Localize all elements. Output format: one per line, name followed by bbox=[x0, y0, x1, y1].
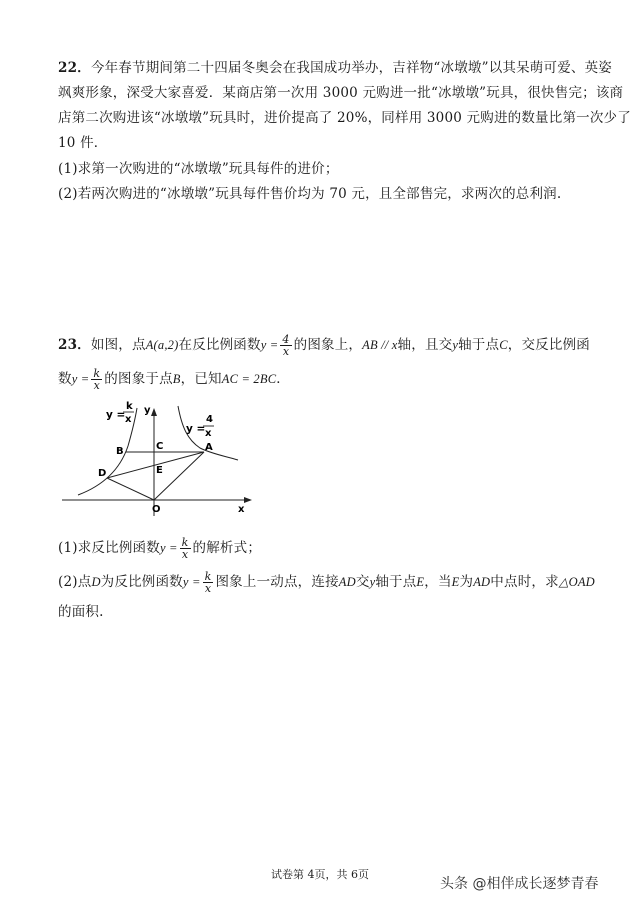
label-b: B bbox=[116, 446, 124, 457]
q22-line-2: 飒爽形象，深受大家喜爱．某商店第一次用 3000 元购进一批“冰墩墩”玩具，很快售完；该商 bbox=[58, 85, 624, 101]
label-c: C bbox=[156, 441, 164, 452]
segment-od bbox=[107, 478, 154, 500]
fraction-k-over-x-p2: $\frac{k}{x}$ bbox=[204, 570, 212, 595]
label-k: k bbox=[126, 401, 133, 412]
label-e: E bbox=[156, 465, 163, 476]
page-footer: 试卷第 4页，共 6页 bbox=[271, 868, 369, 881]
q22-part-2: (2)若两次购进的“冰墩墩”玩具每件售价均为 70 元，且全部售完，求两次的总利润. bbox=[58, 186, 562, 202]
label-x-axis: x bbox=[238, 504, 245, 515]
label-o: O bbox=[152, 504, 161, 515]
q23-part-1: (1)求反比例函数y = $\frac{k}{x}$ 的解析式； bbox=[58, 536, 262, 561]
q22-line-1: 22．今年春节期间第二十四届冬奥会在我国成功举办，吉祥物“冰墩墩”以其呆萌可爱、英姿 bbox=[58, 60, 612, 76]
q22-line-4: 10 件． bbox=[58, 135, 108, 151]
label-y-eq-left: y = bbox=[106, 409, 126, 421]
q23-part-2: (2)点D为反比例函数y = $\frac{k}{x}$ 图象上一动点，连接AD交y轴于点E，当E为AD中点时，求△OAD bbox=[58, 570, 595, 595]
watermark: 头条 @相伴成长逐梦青春 bbox=[440, 876, 599, 892]
q22-part-1: (1)求第一次购进的“冰墩墩”玩具每件的进价； bbox=[58, 161, 339, 177]
label-x-den-1: x bbox=[125, 414, 132, 425]
q22-line-3: 店第二次购进该“冰墩墩”玩具时，进价提高了 20%，同样用 3000 元购进的数量比第一次少了 bbox=[58, 110, 631, 126]
q22-number: 22． bbox=[58, 60, 91, 76]
q23-line-1: 23．如图，点A(a,2)在反比例函数y = $\frac{4}{x}$ 的图象上，AB // x轴，且交y轴于点C，交反比例函 bbox=[58, 333, 590, 358]
fraction-k-over-x-p1: $\frac{k}{x}$ bbox=[181, 536, 189, 561]
y-axis-arrow bbox=[151, 408, 157, 416]
label-x-den-2: x bbox=[205, 428, 212, 439]
q23-figure bbox=[60, 398, 270, 518]
label-y-axis: y bbox=[144, 405, 151, 416]
label-d: D bbox=[98, 468, 107, 479]
fraction-4-over-x: $\frac{4}{x}$ bbox=[282, 333, 290, 358]
x-axis-arrow bbox=[244, 497, 252, 503]
label-4: 4 bbox=[206, 414, 213, 425]
fraction-k-over-x: $\frac{k}{x}$ bbox=[93, 367, 101, 392]
q23-part-2-cont: 的面积. bbox=[58, 604, 104, 620]
q23-line-2: 数y = $\frac{k}{x}$ 的图象于点B，已知AC = 2BC． bbox=[58, 367, 290, 392]
label-a: A bbox=[205, 442, 213, 453]
q23-number: 23． bbox=[58, 337, 91, 353]
label-y-eq-right: y = bbox=[186, 423, 206, 435]
